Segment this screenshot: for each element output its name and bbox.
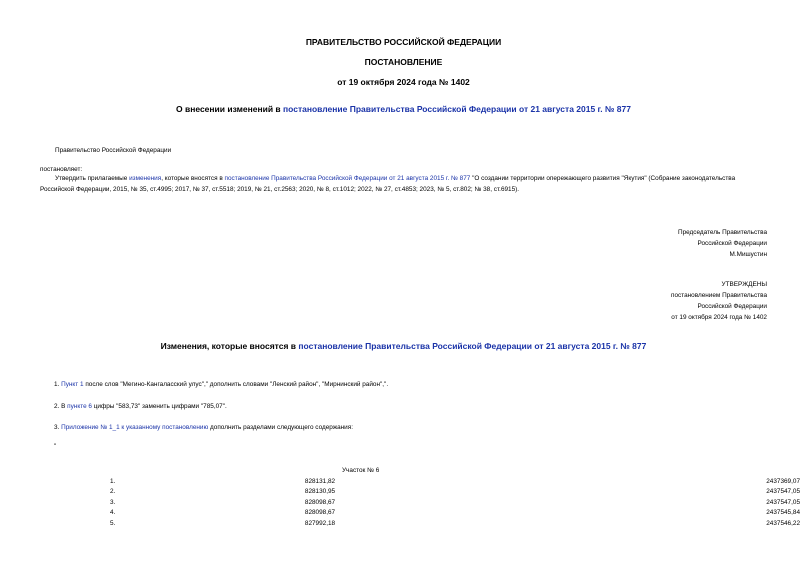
- signature-org: Российской Федерации: [697, 240, 767, 247]
- changes-title: [0, 341, 807, 351]
- point-number: 1.: [110, 477, 116, 485]
- coord-y: 2437369,07: [766, 477, 800, 485]
- issuer: Правительство Российской Федерации: [55, 147, 172, 154]
- item1-text: после слов "Мегино-Кангаласский улус"," дополнить словами "Ленский район", "Мирнинский район",".: [83, 381, 389, 388]
- change-item-3: [54, 424, 353, 431]
- approved-heading: УТВЕРЖДЕНЫ: [721, 281, 767, 288]
- plot-label: Участок № 6: [342, 467, 380, 474]
- opening-quote: ": [54, 443, 57, 450]
- coord-x: 828098,67: [304, 509, 336, 517]
- document-date-number: от 19 октября 2024 года № 1402: [337, 77, 470, 87]
- table-row: [110, 508, 800, 519]
- point-number: 3.: [110, 498, 116, 506]
- coordinates-table: [110, 476, 800, 529]
- coord-y: 2437547,05: [766, 488, 800, 496]
- approved-block: [671, 279, 767, 323]
- coord-y: 2437546,22: [766, 519, 800, 527]
- table-row: [110, 497, 800, 508]
- point-number: 2.: [110, 488, 116, 496]
- resolution-paragraph: [40, 173, 770, 195]
- signature-name: М.Мишустин: [729, 251, 767, 258]
- table-row: [110, 487, 800, 498]
- title-link[interactable]: постановление Правительства Российской Федерации от 21 августа 2015 г. № 877: [283, 104, 631, 114]
- coord-y: 2437547,05: [766, 498, 800, 506]
- approved-line-2: постановлением Правительства: [671, 292, 767, 299]
- approved-line-4: от 19 октября 2024 года № 1402: [671, 314, 767, 321]
- decides-label: постановляет:: [40, 166, 83, 173]
- table-row: [110, 476, 800, 487]
- signature-block: [678, 227, 767, 260]
- changes-link[interactable]: изменения: [129, 175, 162, 182]
- appendix-link[interactable]: Приложение № 1_1 к указанному постановлению: [61, 424, 209, 431]
- punkt-6-link[interactable]: пункте 6: [67, 403, 92, 410]
- coord-x: 827992,18: [304, 519, 336, 527]
- coord-x: 828131,82: [304, 477, 336, 485]
- resolution-877-link[interactable]: постановление Правительства Российской Федерации от 21 августа 2015 г. № 877: [224, 175, 471, 182]
- point-number: 4.: [110, 509, 116, 517]
- government-heading: ПРАВИТЕЛЬСТВО РОССИЙСКОЙ ФЕДЕРАЦИИ: [305, 37, 502, 47]
- signature-position: Председатель Правительства: [678, 229, 767, 236]
- document-title: [0, 104, 807, 114]
- p1-text-b: , которые вносятся в: [161, 175, 225, 182]
- punkt-1-link[interactable]: Пункт 1: [61, 381, 84, 388]
- item2-text: цифры "583,73" заменить цифрами "785,07".: [91, 403, 227, 410]
- change-item-2: [54, 403, 227, 410]
- change-item-1: [54, 381, 388, 388]
- coord-y: 2437545,84: [766, 509, 800, 517]
- item3-prefix: 3.: [54, 424, 62, 431]
- changes-title-prefix: Изменения, которые вносятся в: [160, 341, 299, 351]
- item2-prefix: 2. В: [54, 403, 68, 410]
- item3-text: дополнить разделами следующего содержания:: [208, 424, 353, 431]
- item1-prefix: 1.: [54, 381, 62, 388]
- p1-text-c: "О создании территории опережающего развития "Якутия" (Собрание законодательства Российской Федерации, 2015, № 35, ст.4995; 2017, № 37, ст.5518; 2019, № 21, ст.2563; 2020, № 8, ст.1012; 2022, № 27, ст.4853; 2023, № 5, ст.802; № 38, ст.6915).: [40, 175, 736, 193]
- table-row: [110, 518, 800, 529]
- coord-x: 828098,67: [304, 498, 336, 506]
- document-type: ПОСТАНОВЛЕНИЕ: [364, 57, 443, 67]
- p1-text-a: Утвердить прилагаемые: [55, 175, 130, 182]
- approved-line-3: Российской Федерации: [697, 303, 767, 310]
- coord-x: 828130,95: [304, 488, 336, 496]
- point-number: 5.: [110, 519, 116, 527]
- title-prefix: О внесении изменений в: [176, 104, 283, 114]
- changes-title-link[interactable]: постановление Правительства Российской Федерации от 21 августа 2015 г. № 877: [298, 341, 647, 351]
